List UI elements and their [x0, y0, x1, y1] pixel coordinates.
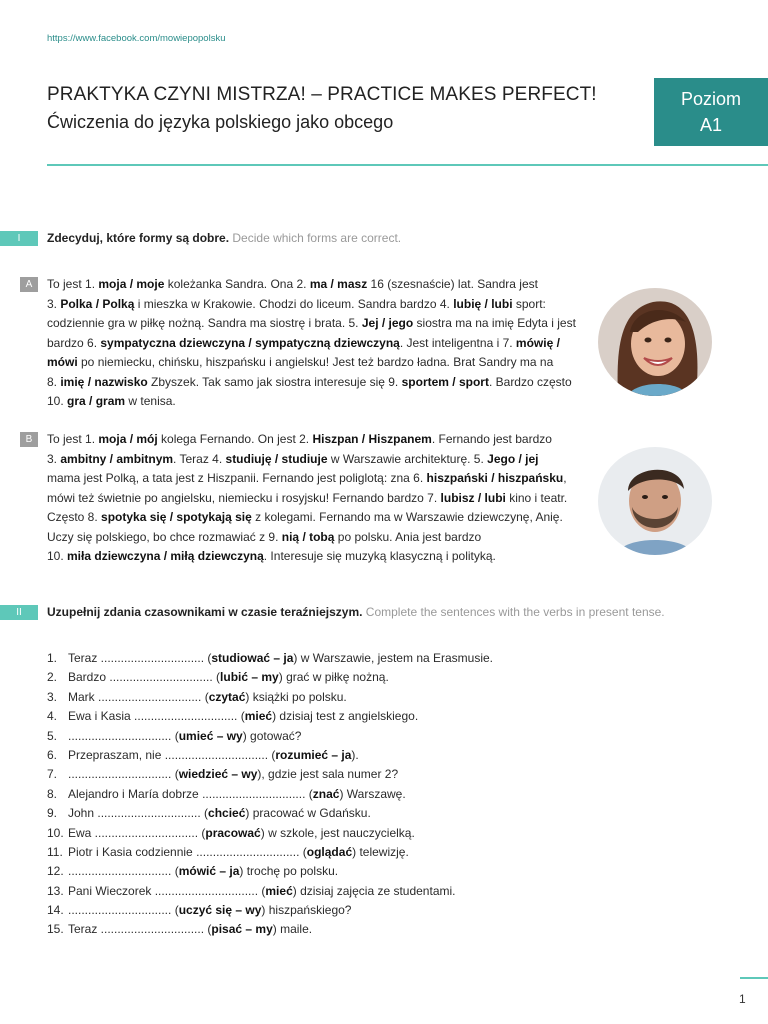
- answer-option: spotyka się / spotykają się: [101, 510, 252, 524]
- page-subtitle: Ćwiczenia do języka polskiego jako obcego: [47, 112, 394, 132]
- text-run: codziennie gra w piłkę nożną. Sandra ma siostrę i brata. 5.: [47, 316, 362, 330]
- exercise-number: 14.: [47, 903, 64, 918]
- text-run: 16 (szesnaście) lat. Sandra jest: [367, 277, 538, 291]
- answer-option: lubisz / lubi: [440, 490, 506, 505]
- exercise-number: 7.: [47, 767, 58, 782]
- answer-option: sportem / sport: [401, 374, 489, 389]
- text-run: ) dzisiaj zajęcia ze studentami.: [292, 883, 456, 898]
- answer-option: Hiszpan / Hiszpanem: [312, 432, 432, 446]
- text-run: . Fernando jest bardzo: [431, 432, 552, 446]
- text-run: Piotr i Kasia codziennie ............................... (: [68, 844, 307, 859]
- text-run: Przepraszam, nie ............................... (: [68, 747, 276, 762]
- text-run: Teraz ............................... (: [68, 922, 212, 937]
- text-run: ............................... (: [68, 864, 179, 879]
- text-run: 3.: [47, 296, 61, 311]
- text-run: ,: [563, 471, 567, 485]
- exercise-item: [47, 746, 493, 765]
- text-run: 10.: [47, 394, 68, 408]
- text-run: ) w szkole, jest nauczycielką.: [260, 825, 415, 840]
- exercise-item: [47, 920, 493, 939]
- answer-option: sympatyczna dziewczyna / sympatyczną dziewczyną: [100, 335, 400, 350]
- exercise-number: 2.: [47, 670, 58, 685]
- facebook-link[interactable]: https://www.facebook.com/mowiepopolsku: [47, 33, 226, 44]
- exercise-item: [47, 765, 493, 784]
- exercise-item: [47, 804, 493, 823]
- exercise-number: 3.: [47, 689, 58, 704]
- exercise-number: 9.: [47, 806, 58, 821]
- answer-option: mówię /: [515, 335, 560, 350]
- answer-option: wiedzieć – wy: [178, 767, 258, 782]
- answer-option: mieć: [244, 709, 273, 724]
- page-title: PRAKTYKA CZYNI MISTRZA! – PRACTICE MAKES PERFECT!: [47, 84, 597, 105]
- answer-option: moja / moje: [98, 277, 165, 291]
- paragraph-line: [47, 528, 592, 548]
- answer-option: czytać: [208, 689, 246, 704]
- answer-option: studiować – ja: [211, 651, 294, 665]
- paragraph-line: [47, 508, 592, 528]
- answer-option: pisać – my: [211, 922, 273, 937]
- text-run: sport:: [512, 296, 546, 311]
- answer-option: imię / nazwisko: [60, 374, 148, 389]
- text-run: w tenisa.: [125, 394, 176, 408]
- section-1-instruction: [47, 231, 401, 245]
- answer-option: lubię / lubi: [453, 296, 513, 311]
- text-run: ) hiszpańskiego?: [261, 903, 352, 918]
- exercise-number: 5.: [47, 728, 58, 743]
- text-run: . Teraz 4.: [173, 451, 226, 466]
- exercise-item: [47, 668, 493, 687]
- exercise-number: 11.: [47, 844, 63, 859]
- text-run: To jest 1.: [47, 277, 99, 291]
- text-run: ............................... (: [68, 767, 179, 782]
- text-run: . Interesuje się muzyką klasyczną i polityką.: [263, 549, 496, 563]
- answer-option: lubić – my: [220, 670, 279, 685]
- text-run: 10.: [47, 549, 68, 563]
- exercise-number: 15.: [47, 922, 64, 937]
- answer-option: chcieć: [208, 806, 246, 821]
- exercise-number: 13.: [47, 883, 64, 898]
- answer-option: uczyć się – wy: [178, 903, 262, 918]
- section-1-number: I: [0, 231, 38, 246]
- text-run: Alejandro i María dobrze ............................... (: [68, 786, 313, 801]
- exercise-number: 1.: [47, 651, 58, 665]
- exercise-list: [47, 649, 493, 940]
- answer-option: mówi: [47, 355, 78, 369]
- text-run: ) trochę po polsku.: [239, 864, 339, 879]
- paragraph-b-tag: B: [20, 432, 38, 447]
- paragraph-line: [47, 314, 592, 334]
- exercise-item: [47, 862, 493, 881]
- answer-option: znać: [312, 786, 340, 801]
- answer-option: gra / gram: [67, 394, 126, 408]
- text-run: ) książki po polsku.: [245, 689, 347, 704]
- answer-option: oglądać: [306, 844, 353, 859]
- text-run: . Bardzo często: [488, 374, 572, 389]
- text-run: Uczy się polskiego, bo chce rozmawiać z 9.: [47, 529, 282, 544]
- level-badge: [654, 78, 768, 146]
- paragraph-line: [47, 353, 592, 373]
- text-run: ).: [351, 747, 359, 762]
- paragraph-a-tag: A: [20, 277, 38, 292]
- exercise-item: [47, 824, 493, 843]
- paragraph-line: [47, 489, 592, 509]
- text-run: Ewa i Kasia ............................... (: [68, 709, 245, 724]
- text-run: Pani Wieczorek ............................... (: [68, 883, 266, 898]
- paragraph-line: [47, 373, 592, 393]
- paragraph-line: [47, 392, 592, 412]
- paragraph-line: [47, 430, 592, 450]
- text-run: siostra ma na imię Edyta i jest: [413, 316, 576, 330]
- answer-option: pracować: [205, 825, 261, 840]
- level-value: A1: [699, 115, 723, 135]
- text-run: ) maile.: [272, 922, 313, 937]
- text-run: po polsku. Ania jest bardzo: [334, 529, 482, 544]
- bearded-man-portrait-icon: [598, 447, 712, 555]
- text-run: w Warszawie architekturę. 5.: [327, 451, 488, 466]
- text-run: Ewa ............................... (: [68, 825, 206, 840]
- instruction-en: Complete the sentences with the verbs in present tense.: [365, 605, 665, 619]
- exercise-item: [47, 688, 493, 707]
- instruction-pl: Zdecyduj, które formy są dobre.: [47, 231, 230, 245]
- exercise-item: [47, 707, 493, 726]
- text-run: koleżanka Sandra. Ona 2.: [164, 277, 310, 291]
- answer-option: Jej / jego: [361, 316, 414, 330]
- paragraph-line: [47, 547, 592, 567]
- exercise-number: 4.: [47, 709, 58, 724]
- text-run: ) gotować?: [242, 728, 302, 743]
- answer-option: umieć – wy: [178, 728, 243, 743]
- exercise-item: [47, 649, 493, 668]
- text-run: mama jest Polką, a tata jest z Hiszpanii. Fernando jest poliglotą: zna 6.: [47, 471, 427, 485]
- text-run: z kolegami. Fernando ma w Warszawie dziewczynę, Anię.: [251, 510, 563, 524]
- answer-option: moja / mój: [98, 432, 158, 446]
- text-run: 3.: [47, 451, 61, 466]
- exercise-number: 12.: [47, 864, 64, 879]
- text-run: Zbyszek. Tak samo jak siostra interesuje się 9.: [147, 374, 402, 389]
- paragraph-line: [47, 334, 592, 354]
- text-run: kino i teatr.: [505, 490, 568, 505]
- text-run: ) pracować w Gdańsku.: [245, 806, 371, 821]
- text-run: Często 8.: [47, 510, 102, 524]
- text-run: To jest 1.: [47, 432, 99, 446]
- text-run: John ............................... (: [68, 806, 209, 821]
- text-run: ) Warszawę.: [339, 786, 406, 801]
- instruction-en: Decide which forms are correct.: [232, 231, 402, 245]
- exercise-item: [47, 785, 493, 804]
- exercise-item: [47, 901, 493, 920]
- section-2-instruction: [47, 605, 665, 619]
- answer-option: mówić – ja: [178, 864, 240, 879]
- exercise-item: [47, 843, 493, 862]
- header-divider: [47, 164, 768, 166]
- answer-option: ambitny / ambitnym: [60, 451, 174, 466]
- answer-option: rozumieć – ja: [275, 747, 352, 762]
- section-2-number: II: [0, 605, 38, 620]
- text-run: bardzo 6.: [47, 335, 101, 350]
- answer-option: Polka / Polką: [60, 296, 135, 311]
- exercise-number: 6.: [47, 747, 58, 762]
- text-run: ............................... (: [68, 903, 179, 918]
- footer-divider: [740, 977, 768, 979]
- text-run: i mieszka w Krakowie. Chodzi do liceum. Sandra bardzo 4.: [134, 296, 454, 311]
- text-run: ) dzisiaj test z angielskiego.: [272, 709, 419, 724]
- text-run: Bardzo ............................... (: [68, 670, 221, 685]
- exercise-item: [47, 727, 493, 746]
- exercise-item: [47, 882, 493, 901]
- text-run: ) w Warszawie, jestem na Erasmusie.: [293, 651, 494, 665]
- text-run: ) telewizję.: [352, 844, 409, 859]
- text-run: ) grać w piłkę nożną.: [278, 670, 389, 685]
- answer-option: nią / tobą: [281, 529, 335, 544]
- text-run: ), gdzie jest sala numer 2?: [257, 767, 399, 782]
- answer-option: ma / masz: [309, 277, 368, 291]
- answer-option: hiszpański / hiszpańsku: [426, 471, 564, 485]
- paragraph-line: [47, 469, 592, 489]
- text-run: Teraz ............................... (: [68, 651, 212, 665]
- smiling-woman-portrait-icon: [598, 288, 712, 396]
- text-run: . Jest inteligentna i 7.: [399, 335, 516, 350]
- answer-option: studiuję / studiuje: [225, 451, 328, 466]
- instruction-pl: Uzupełnij zdania czasownikami w czasie teraźniejszym.: [47, 605, 363, 619]
- paragraph-b: [47, 430, 592, 567]
- paragraph-line: [47, 275, 592, 295]
- answer-option: mieć: [265, 883, 293, 898]
- text-run: ............................... (: [68, 728, 179, 743]
- level-label: Poziom: [680, 89, 742, 109]
- exercise-number: 10.: [47, 825, 64, 840]
- text-run: 8.: [47, 374, 61, 389]
- exercise-number: 8.: [47, 786, 58, 801]
- paragraph-line: [47, 295, 592, 315]
- answer-option: Jego / jej: [487, 451, 539, 466]
- paragraph-line: [47, 450, 592, 470]
- text-run: po niemiecku, chińsku, hiszpańsku i angielsku! Jest też bardzo ładna. Brat Sandry ma na: [77, 355, 554, 369]
- text-run: Mark ............................... (: [68, 689, 209, 704]
- text-run: kolega Fernando. On jest 2.: [157, 432, 313, 446]
- paragraph-a: [47, 275, 592, 412]
- text-run: mówi też świetnie po angielsku, niemiecku i rosyjsku! Fernando bardzo 7.: [47, 490, 441, 505]
- page-number: 1: [739, 992, 746, 1006]
- answer-option: miła dziewczyna / miłą dziewczyną: [67, 549, 264, 563]
